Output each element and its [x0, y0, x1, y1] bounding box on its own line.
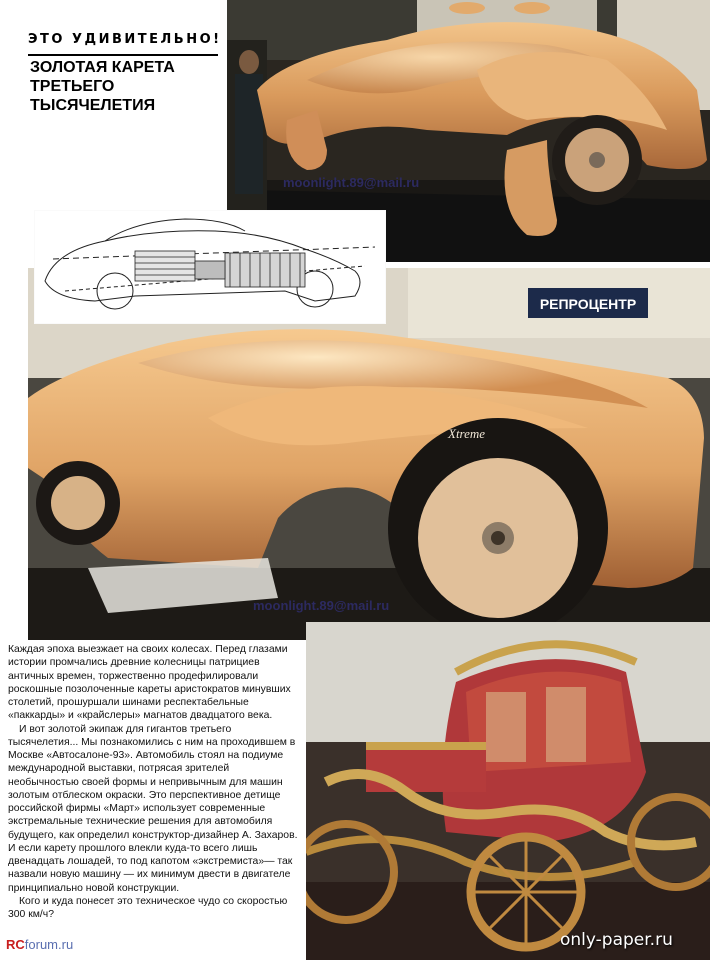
footer-forum: forum.ru — [24, 937, 74, 952]
watermark-top: moonlight.89@mail.ru — [283, 175, 420, 190]
rubric-label: ЭТО УДИВИТЕЛЬНО! — [28, 32, 218, 56]
photo-carriage — [306, 622, 710, 960]
footer-source-right: only-paper.ru — [560, 930, 673, 950]
footer-source-left — [6, 937, 73, 952]
car-cutaway-drawing — [35, 211, 385, 323]
technical-sketch — [34, 210, 386, 324]
paragraph-2: И вот золотой экипаж для гигантов третьего тысячелетия... Мы познакомились с ним на проходившем в Москве «Автосалоне-93». Автомобиль стоял на подиуме международной выставки, потрясая зрителей необычностью своей формы и непривычным для машин золотым отблеском окраски. Это перспективное детище российской фирмы «Март» использует современные экстремальные технические решения для автомобиля будущего, как определил конструктор-дизайнер А. Захаров. И если карету прошлого влекли куда-то всего лишь двенадцать лошадей, то под капотом «экстремиста»— так назвали новую машину — их минимум двести в двигателе принципиально новой конструкции. — [8, 723, 298, 894]
headline-line-2: ТРЕТЬЕГО — [30, 78, 115, 95]
watermark-middle: moonlight.89@mail.ru — [253, 598, 390, 613]
article-headline — [30, 58, 210, 115]
billboard-text: РЕПРОЦЕНТР — [539, 296, 637, 312]
footer-rc: RC — [6, 937, 25, 952]
tire-brand-text: Xtreme — [448, 426, 486, 441]
headline-line-1: ЗОЛОТАЯ КАРЕТА — [30, 59, 175, 76]
paragraph-3: Кого и куда понесет это техническое чудо со скоростью 300 км/ч? — [8, 895, 288, 920]
carriage-illustration — [306, 622, 710, 960]
headline-line-3: ТЫСЯЧЕЛЕТИЯ — [30, 97, 156, 114]
article-body — [8, 643, 302, 921]
paragraph-1: Каждая эпоха выезжает на своих колесах. Перед глазами истории промчались древние колесницы патрициев античных времен, торжественно продефилировали роскошные позолоченные кареты аристократов минувших столетий, прошуршали шинами респектабельные «паккарды» и «крайслеры» магнатов двадцатого века. — [8, 644, 291, 722]
